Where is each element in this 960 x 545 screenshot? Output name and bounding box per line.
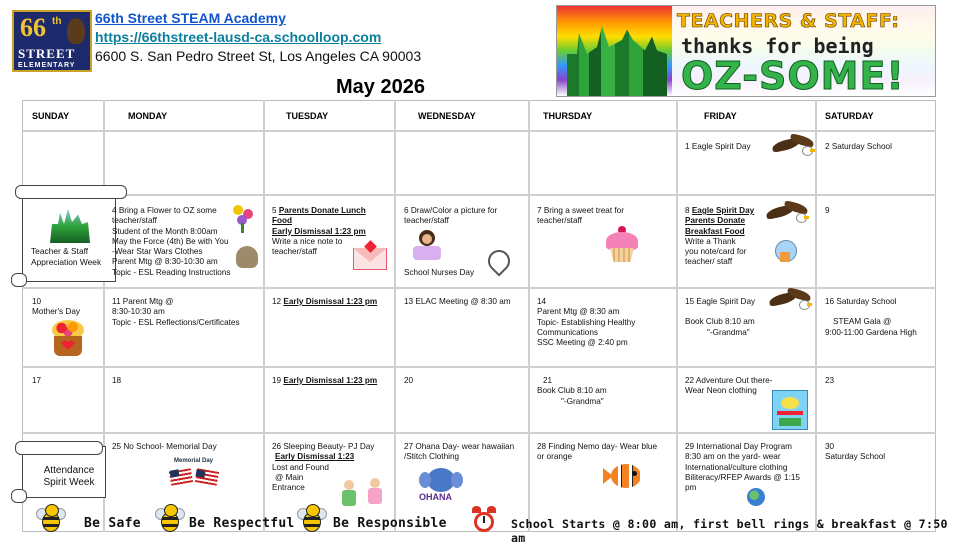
cell-may-8: 8 Eagle Spirit Day Parents Donate Breakfast Food Write a Thank you note/card for teacher/ staff [685, 206, 755, 267]
envelope-heart-icon [353, 242, 389, 272]
cell-may-5: 5 Parents Donate Lunch Food Early Dismissal 1:23 pm Write a nice note to teacher/staff [272, 206, 366, 257]
appreciation-week-label: Teacher & Staff Appreciation Week [31, 246, 102, 267]
emerald-city-icon [50, 205, 90, 243]
cell-may-30: 30 Saturday School [825, 442, 886, 462]
cell-may-25: 25 No School- Memorial Day [112, 442, 217, 451]
school-url-link[interactable]: https://66thstreet-lausd-ca.schoolloop.com [95, 29, 382, 45]
cell-may-22: 22 Adventure Out there- Wear Neon clothing [685, 376, 773, 396]
cell-may-15: 15 Eagle Spirit Day Book Club 8:10 am "-Grandma" [685, 297, 756, 337]
attendance-week-label: Attendance Spirit Week [43, 465, 95, 488]
school-logo [12, 10, 92, 72]
cell-may-18: 18 [112, 376, 122, 385]
logo-street: STREET [18, 46, 76, 61]
school-start-time: School Starts @ 8:00 am, first bell rings & breakfast @ 7:50 am [511, 517, 948, 545]
pajama-kids-icon [340, 474, 390, 508]
cell-may-9: 9 [825, 206, 830, 215]
school-address: 6600 S. San Pedro Street St, Los Angeles CA 90003 [95, 48, 422, 64]
day-header-tuesday: TUESDAY [286, 111, 329, 121]
cell-may-1: 1 Eagle Spirit Day [685, 142, 751, 151]
oz-banner [556, 5, 936, 97]
cell-may-12: 12 Early Dismissal 1:23 pm [272, 297, 378, 306]
day-header-saturday: SATURDAY [825, 111, 874, 121]
eagle-icon [766, 203, 810, 225]
grid-divider [528, 100, 530, 532]
stethoscope-heart-icon [486, 248, 518, 278]
grid-divider [394, 100, 396, 532]
cell-may-7: 7 Bring a sweet treat for teacher/staff [537, 206, 624, 226]
cell-may-27: 27 Ohana Day- wear hawaiian /Stitch Clothing [404, 442, 515, 462]
yoda-icon [236, 246, 258, 268]
banner-line-3: OZ-SOME! [681, 54, 905, 97]
be-responsible-motto: Be Responsible [333, 516, 447, 531]
cell-may-20: 20 [404, 376, 414, 385]
cell-may-10: 10 Mother's Day [32, 297, 80, 317]
cell-may-13: 13 ELAC Meeting @ 8:30 am [404, 297, 511, 306]
cell-may-4: 4 Bring a Flower to OZ some teacher/staff Student of the Month 8:00am May the Force (4th) Be with You -Wear Star Wars Clothes Parent Mtg @ 8:30-10:30 am Topic - ESL Reading Instructions [112, 206, 231, 277]
grid-divider [22, 432, 936, 434]
month-title: May 2026 [336, 76, 425, 98]
school-nurses-day: School Nurses Day [404, 268, 475, 277]
cell-may-19: 19 Early Dismissal 1:23 pm [272, 376, 378, 385]
grid-divider [676, 100, 678, 532]
cell-may-11: 11 Parent Mtg @ 8:30-10:30 am Topic - ESL Reflections/Certificates [112, 297, 240, 327]
day-header-monday: MONDAY [128, 111, 168, 121]
flower-bouquet-icon [229, 203, 259, 233]
flower-basket-icon [50, 320, 86, 358]
cell-may-23: 23 [825, 376, 835, 385]
cell-may-14: 14 Parent Mtg @ 8:30 am Topic- Establishing Healthy Communications SSC Meeting @ 2:40 pm [537, 297, 636, 348]
grid-divider [22, 130, 936, 132]
cupcake-icon [604, 226, 640, 264]
alarm-clock-icon [472, 506, 498, 536]
appreciation-week-scroll [22, 190, 116, 282]
be-respectful-motto: Be Respectful [189, 516, 295, 531]
emerald-city-icon [567, 26, 667, 96]
bee-icon [36, 504, 66, 534]
banner-line-1: TEACHERS & STAFF: [677, 10, 900, 32]
day-header-sunday: SUNDAY [32, 111, 70, 121]
attendance-week-scroll [22, 446, 106, 498]
adventure-poster-icon [772, 390, 808, 430]
day-header-friday: FRIDAY [704, 111, 737, 121]
be-safe-motto: Be Safe [84, 516, 141, 531]
grid-divider [815, 100, 817, 532]
eagle-icon [769, 290, 813, 312]
grid-divider [22, 287, 936, 289]
girl-drawing-icon [409, 230, 445, 262]
grid-divider [22, 194, 936, 196]
cell-may-16: 16 Saturday School STEAM Gala @ 9:00-11:00 Gardena High [825, 297, 917, 337]
school-name-link[interactable]: 66th Street STEAM Academy [95, 10, 286, 26]
cell-may-2: 2 Saturday School [825, 142, 892, 151]
thank-you-card-icon [773, 238, 797, 264]
grid-divider [22, 366, 936, 368]
bee-icon [297, 504, 327, 534]
banner-line-2: thanks for being [681, 34, 874, 58]
cell-may-29: 29 International Day Program 8:30 am on the yard- wear International/culture clothing Biliteracy/RFEP Awards @ 1:15 pm [685, 442, 800, 493]
bee-icon [155, 504, 185, 534]
day-header-thursday: THURSDAY [543, 111, 593, 121]
cell-may-6: 6 Draw/Color a picture for teacher/staff [404, 206, 498, 226]
logo-number: 66 [20, 13, 46, 42]
world-kids-icon [741, 488, 771, 510]
logo-suffix: th [52, 16, 62, 27]
logo-elementary: ELEMENTARY [18, 62, 76, 69]
cell-may-28: 28 Finding Nemo day- Wear blue or orange [537, 442, 657, 462]
grid-divider [263, 100, 265, 532]
memorial-day-flags-icon: Memorial Day [168, 458, 222, 494]
day-header-wednesday: WEDNESDAY [418, 111, 476, 121]
cell-may-21: 21 Book Club 8:10 am "-Grandma" [537, 376, 607, 406]
eagle-icon [772, 136, 816, 158]
cell-may-17: 17 [32, 376, 42, 385]
stitch-ohana-icon: OHANA [417, 468, 465, 506]
eagle-icon [67, 18, 85, 44]
nemo-fish-icon [603, 458, 645, 494]
cell-may-26: 26 Sleeping Beauty- PJ Day Early Dismissal 1:23 Lost and Found @ Main Entrance [272, 442, 375, 493]
